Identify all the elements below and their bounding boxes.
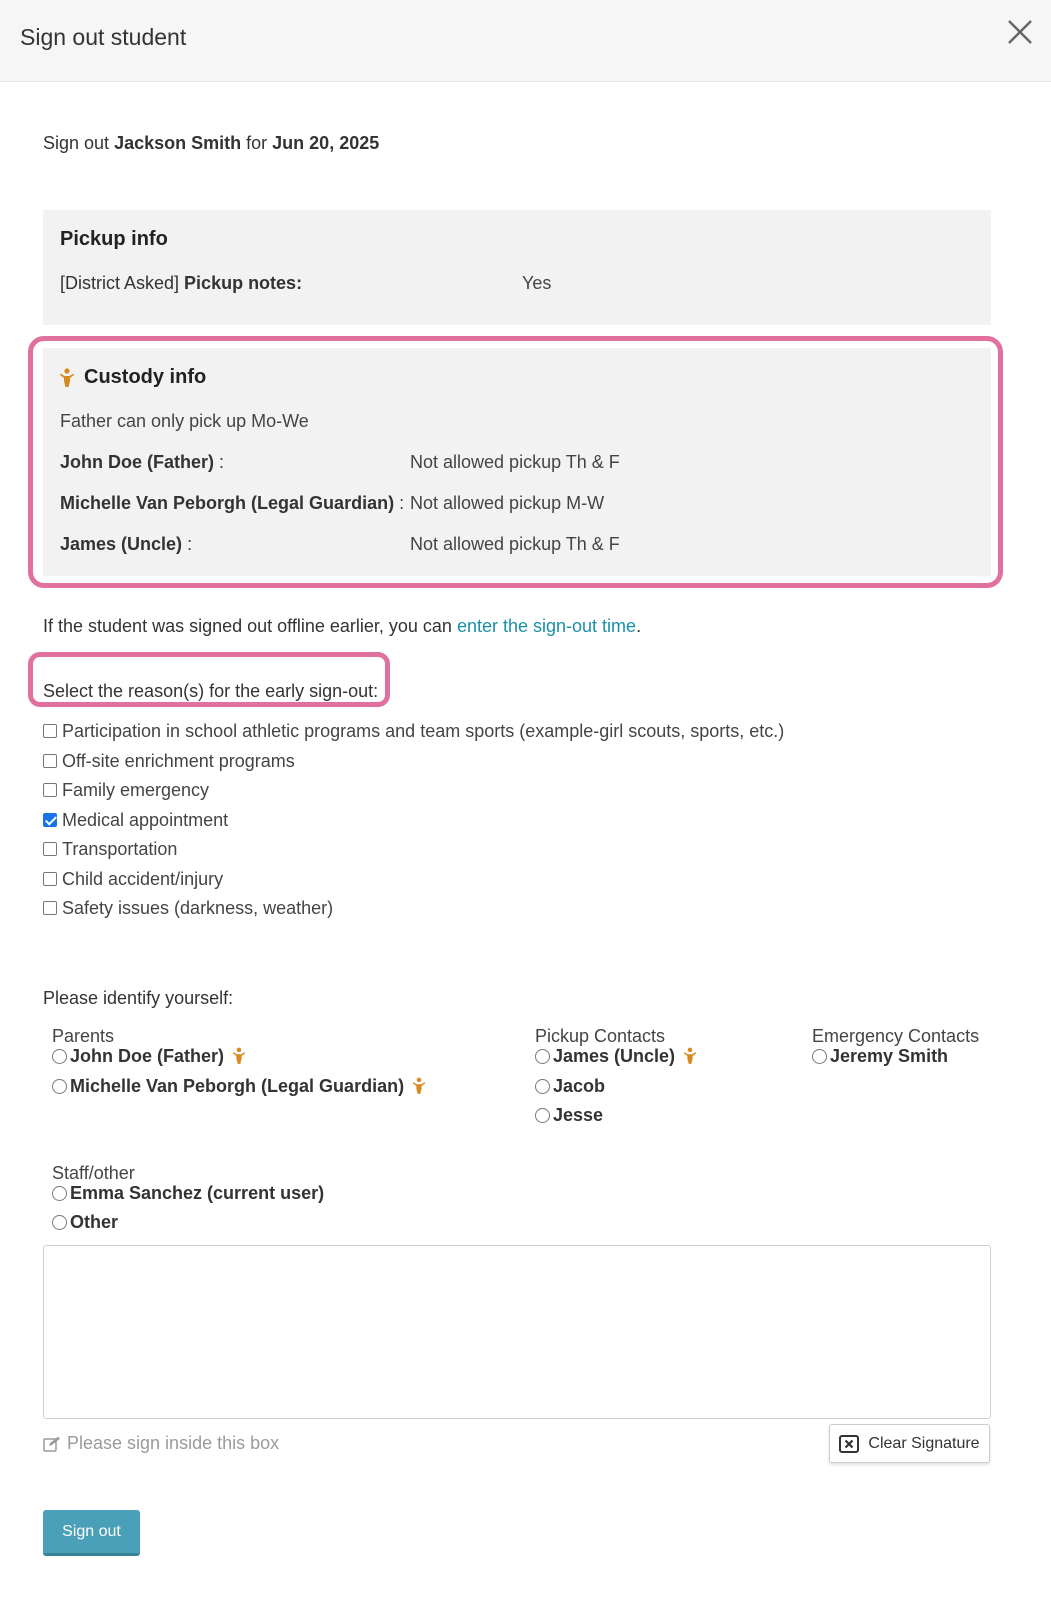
- custody-row-name: [60, 493, 404, 514]
- pickup-info-title: Pickup info: [60, 228, 168, 250]
- pickup-contacts-title: Pickup Contacts: [535, 1026, 666, 1046]
- offline-end: .: [636, 616, 642, 636]
- reason-option-accident[interactable]: [43, 867, 223, 891]
- contact-option-james[interactable]: [535, 1044, 697, 1068]
- custody-row-name: [60, 534, 192, 555]
- custody-info-panel: [43, 348, 991, 576]
- contact-radio[interactable]: [52, 1079, 67, 1094]
- staff-other-title: Staff/other: [52, 1163, 135, 1183]
- custody-row-2-name: James (Uncle): [60, 534, 183, 554]
- close-button[interactable]: [1004, 16, 1036, 48]
- custody-row-name: [60, 452, 224, 473]
- contact-option-jacob[interactable]: [535, 1074, 605, 1098]
- reason-checkbox[interactable]: [43, 754, 57, 768]
- contact-radio[interactable]: [535, 1049, 550, 1064]
- reason-prompt: Select the reason(s) for the early sign-out:: [43, 681, 379, 701]
- signout-date: Jun 20, 2025: [272, 133, 380, 153]
- reason-option-transportation[interactable]: [43, 837, 177, 861]
- reason-option-safety[interactable]: [43, 896, 333, 920]
- contact-name: Jacob: [553, 1075, 606, 1096]
- contact-option-emma[interactable]: [52, 1181, 324, 1205]
- reason-checkbox[interactable]: [43, 842, 57, 856]
- reason-option-family-emergency[interactable]: [43, 778, 209, 802]
- reason-option-enrichment[interactable]: [43, 749, 295, 773]
- modal-title: Sign out student: [20, 24, 187, 50]
- reason-label: Safety issues (darkness, weather): [62, 897, 334, 918]
- clear-signature-button[interactable]: [829, 1424, 990, 1463]
- clear-icon: [839, 1435, 859, 1453]
- signature-hint-text: Please sign inside this box: [67, 1433, 280, 1453]
- custody-row-value: Not allowed pickup M-W: [410, 493, 605, 513]
- clear-signature-label: Clear Signature: [868, 1434, 980, 1452]
- reason-label: Family emergency: [62, 779, 210, 800]
- contact-name: Jeremy Smith: [830, 1045, 949, 1066]
- custody-person-icon: [59, 368, 75, 388]
- reason-label: Off-site enrichment programs: [62, 750, 295, 771]
- reason-option-athletics[interactable]: [43, 719, 784, 743]
- contact-option-michelle[interactable]: [52, 1074, 426, 1098]
- reason-checkbox[interactable]: [43, 901, 57, 915]
- reason-checkbox[interactable]: [43, 872, 57, 886]
- custody-row-0-name: John Doe (Father): [60, 452, 215, 472]
- contact-option-jeremy[interactable]: [812, 1044, 948, 1068]
- contact-radio[interactable]: [52, 1049, 67, 1064]
- sign-out-button[interactable]: Sign out: [43, 1510, 140, 1556]
- emergency-contacts-title: Emergency Contacts: [812, 1026, 980, 1046]
- signature-hint: [43, 1433, 279, 1454]
- custody-row-value: Not allowed pickup Th & F: [410, 452, 620, 472]
- contact-name: James (Uncle): [553, 1045, 676, 1066]
- close-icon: [1004, 16, 1036, 48]
- contact-radio[interactable]: [535, 1108, 550, 1123]
- contact-option-jesse[interactable]: [535, 1103, 603, 1127]
- contact-name: Other: [70, 1211, 119, 1232]
- custody-row-1-suffix: :: [394, 493, 405, 513]
- custody-row-0-suffix: :: [214, 452, 225, 472]
- offline-text: If the student was signed out offline earlier, you can: [43, 616, 452, 636]
- reason-label: Participation in school athletic programs and team sports (example-girl scouts, sports, etc.): [62, 720, 785, 741]
- reason-label: Medical appointment: [62, 809, 229, 830]
- signature-pad[interactable]: [43, 1245, 991, 1419]
- reason-checkbox-checked[interactable]: [43, 813, 57, 827]
- custody-info-header: [59, 366, 206, 389]
- custody-person-icon: [232, 1047, 246, 1065]
- enter-signout-time-link[interactable]: enter the sign-out time: [456, 616, 637, 636]
- contact-name: Jesse: [553, 1104, 604, 1125]
- custody-person-icon: [412, 1077, 426, 1095]
- pickup-notes-prefix: [District Asked]: [60, 273, 180, 293]
- parents-group-title: Parents: [52, 1026, 115, 1046]
- edit-icon: [43, 1436, 61, 1452]
- contact-name: Emma Sanchez (current user): [70, 1182, 325, 1203]
- contact-radio[interactable]: [535, 1079, 550, 1094]
- contact-radio[interactable]: [52, 1186, 67, 1201]
- pickup-notes-value: Yes: [522, 273, 552, 293]
- custody-row-2-suffix: :: [182, 534, 193, 554]
- reason-label: Child accident/injury: [62, 868, 224, 889]
- custody-info-title: Custody info: [84, 366, 207, 388]
- contact-option-john-doe[interactable]: [52, 1044, 246, 1068]
- reason-checkbox[interactable]: [43, 724, 57, 738]
- contact-name: Michelle Van Peborgh (Legal Guardian): [70, 1075, 405, 1096]
- reason-checkbox[interactable]: [43, 783, 57, 797]
- custody-note: Father can only pick up Mo-We: [60, 411, 309, 431]
- pickup-notes-bold: Pickup notes:: [184, 273, 303, 293]
- intro-mid: for: [246, 133, 268, 153]
- contact-radio[interactable]: [812, 1049, 827, 1064]
- custody-row-1-name: Michelle Van Peborgh (Legal Guardian): [60, 493, 395, 513]
- pickup-info-panel: [43, 210, 991, 325]
- custody-person-icon: [683, 1047, 697, 1065]
- reason-label: Transportation: [62, 838, 178, 859]
- identify-prompt: Please identify yourself:: [43, 988, 234, 1008]
- intro-prefix: Sign out: [43, 133, 110, 153]
- pickup-notes-label: [60, 273, 302, 294]
- offline-signout-text: [43, 616, 641, 637]
- contact-option-other[interactable]: [52, 1210, 118, 1234]
- student-name: Jackson Smith: [114, 133, 242, 153]
- custody-row-value: Not allowed pickup Th & F: [410, 534, 620, 554]
- contact-name: John Doe (Father): [70, 1045, 225, 1066]
- modal-header: [0, 0, 1051, 82]
- reason-option-medical[interactable]: [43, 808, 228, 832]
- signout-intro: [43, 133, 379, 154]
- contact-radio[interactable]: [52, 1215, 67, 1230]
